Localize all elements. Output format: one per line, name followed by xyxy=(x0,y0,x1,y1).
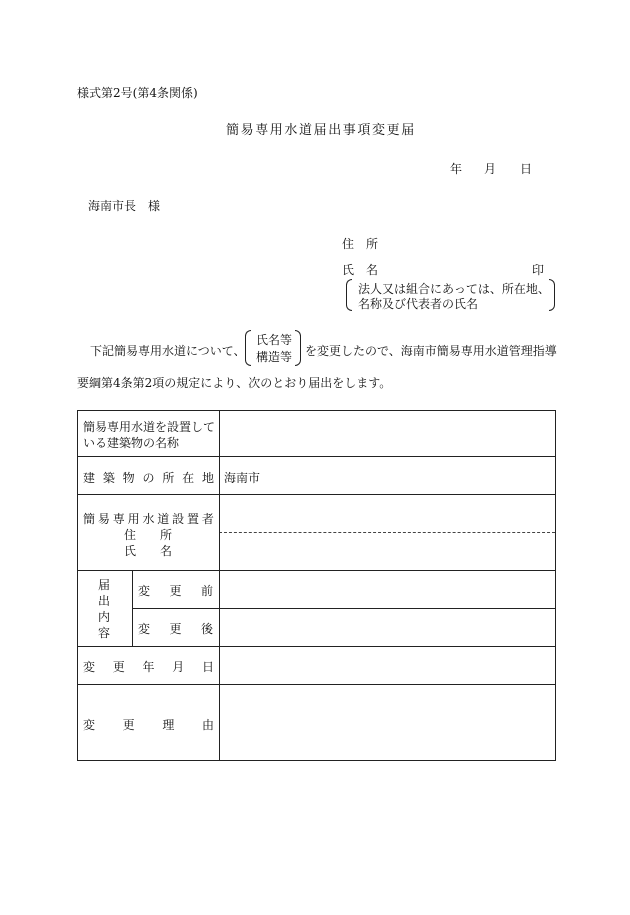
change-date-label: 変 更 年 月 日 xyxy=(83,660,214,674)
before-change-label: 変 更 前 xyxy=(138,584,213,598)
installer-name-field[interactable] xyxy=(224,535,550,568)
installer-address-label: 住 所 xyxy=(124,528,173,542)
bracket-left xyxy=(346,279,352,311)
option-name: 氏名等 xyxy=(256,333,293,347)
change-type-options xyxy=(245,330,301,366)
building-location-label: 建 築 物 の 所 在 地 xyxy=(83,471,214,485)
before-change-field[interactable] xyxy=(224,573,550,606)
building-location-value[interactable]: 海南市 xyxy=(224,471,261,485)
building-name-label: 簡易専用水道を設置して いる建築物の名称 xyxy=(83,420,216,451)
address-label: 住 所 xyxy=(342,237,379,251)
note-line-1: 法人又は組合にあっては、所在地、 xyxy=(358,282,550,296)
notification-contents-label: 届 出 内 容 xyxy=(98,578,111,640)
after-change-label: 変 更 後 xyxy=(138,622,213,636)
change-reason-field[interactable] xyxy=(224,687,550,757)
body-line1-prefix: 下記簡易専用水道について、 xyxy=(90,344,246,358)
bracket-left xyxy=(245,330,251,366)
note-line-2: 名称及び代表者の氏名 xyxy=(358,297,479,311)
date-year: 年 xyxy=(450,162,463,176)
notification-table xyxy=(77,410,556,761)
bracket-right xyxy=(295,330,301,366)
addressee: 海南市長 様 xyxy=(88,199,161,213)
seal-mark: 印 xyxy=(532,263,545,277)
installer-address-field[interactable] xyxy=(224,497,550,530)
after-change-field[interactable] xyxy=(224,611,550,644)
date-month: 月 xyxy=(484,162,497,176)
date-day: 日 xyxy=(520,162,533,176)
page-title: 簡易専用水道届出事項変更届 xyxy=(226,123,416,138)
name-label: 氏 名 xyxy=(342,263,379,277)
body-line2: 要綱第4条第2項の規定により、次のとおり届出をします。 xyxy=(77,376,392,390)
option-structure: 構造等 xyxy=(256,350,293,364)
building-name-field[interactable] xyxy=(224,415,550,453)
corporation-note xyxy=(346,279,555,311)
body-line1-suffix: を変更したので、海南市簡易専用水道管理指導 xyxy=(305,344,557,358)
installer-label: 簡 易 専 用 水 道 設 置 者 xyxy=(83,512,214,526)
form-id: 様式第2号(第4条関係) xyxy=(77,86,198,100)
change-reason-label: 変 更 理 由 xyxy=(83,718,214,732)
installer-name-label: 氏 名 xyxy=(124,544,173,558)
change-date-field[interactable] xyxy=(224,649,550,682)
